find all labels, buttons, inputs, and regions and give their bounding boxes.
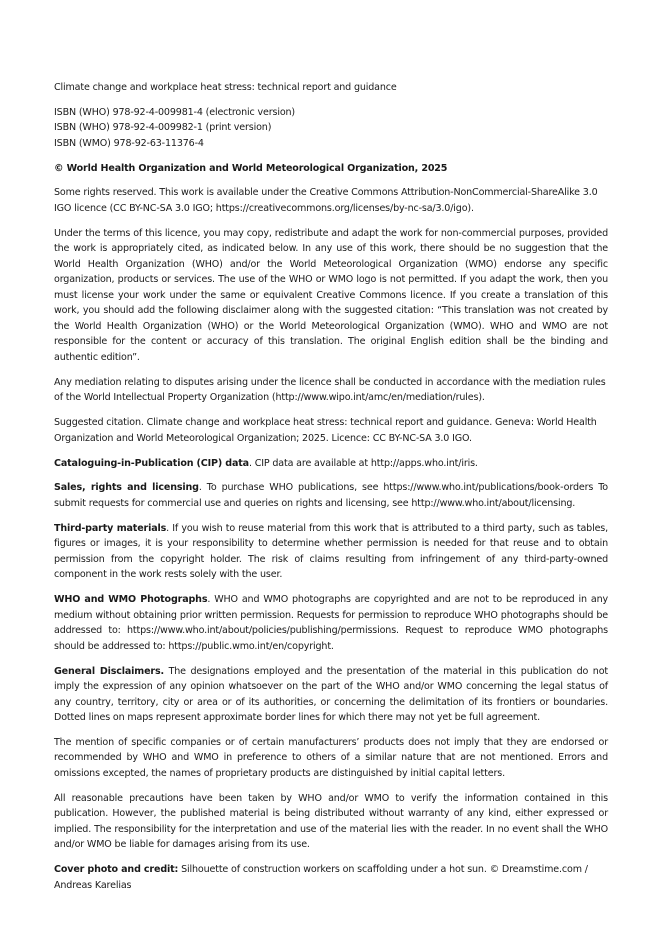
cip-paragraph <box>54 456 608 472</box>
isbn-wmo: ISBN (WMO) 978-92-63-11376-4 <box>54 137 204 149</box>
licence-terms-paragraph: Under the terms of this licence, you may copy, redistribute and adapt the work for non-commercial purposes, provided the work is appropriately cited, as indicated below. In any use of this work, there should be no suggestion that the World Health Organization (WHO) and/or the World Meteorological Organization (WMO) endorse any specific organization, products or services. The use of the WHO or WMO logo is not permitted. If you adapt the work, then you must license your work under the same or equivalent Creative Commons licence. If you create a translation of this work, you should add the following disclaimer along with the suggested citation: “This translation was not created by the World Health Organization (WHO) or the World Meteorological Organization (WMO). WHO and WMO are not responsible for the content or accuracy of this translation. The original English edition shall be the binding and authentic edition”. <box>54 227 608 363</box>
cover-photo-text: Silhouette of construction workers on scaffolding under a hot sun. © Dreamstime.com / Andreas Karelias <box>54 864 588 891</box>
isbn-who-electronic: ISBN (WHO) 978-92-4-009981-4 (electronic version) <box>54 106 295 118</box>
copyright-notice <box>54 161 608 177</box>
cip-text: . CIP data are available at http://apps.who.int/iris. <box>248 457 478 469</box>
cover-photo-heading: Cover photo and credit: <box>54 864 179 876</box>
companies-paragraph: The mention of specific companies or of certain manufacturers’ products does not imply that they are endorsed or recommended by WHO and WMO in preference to others of a similar nature that are not mentioned. Errors and omissions excepted, the names of proprietary products are distinguished by initial capital letters. <box>54 736 608 779</box>
cover-photo-paragraph <box>54 862 608 893</box>
photographs-text: . WHO and WMO photographs are copyrighted and are not to be reproduced in any medium without obtaining prior written permission. Requests for permission to reproduce WHO photographs should be addressed to: https://www.who.int/about/policies/publishing/permissions. Request to reproduce WMO photographs should be addressed to: https://public.wmo.int/en/copyright. <box>54 594 608 652</box>
mediation-paragraph: Any mediation relating to disputes arising under the licence shall be conducted in accordance with the mediation rules of the World Intellectual Property Organization (http://www.wipo.int/amc/en/mediation/rules). <box>54 376 606 404</box>
sales-heading: Sales, rights and licensing <box>54 482 199 494</box>
general-disclaimers-paragraph <box>54 664 608 726</box>
third-party-text: . If you wish to reuse material from this work that is attributed to a third party, such as tables, figures or images, it is your responsibility to determine whether permission is needed for that reuse and to obtain permission from the copyright holder. The risk of claims resulting from infringement of any third-party-owned component in the work rests solely with the user. <box>54 522 609 581</box>
isbn-who-print: ISBN (WHO) 978-92-4-009982-1 (print version) <box>54 122 272 134</box>
cip-heading: Cataloguing-in-Publication (CIP) data <box>54 457 249 469</box>
isbn-list <box>54 105 608 152</box>
sales-paragraph <box>54 480 608 511</box>
general-disclaimers-text: The designations employed and the presentation of the material in this publication do not imply the expression of any opinion whatsoever on the part of the WHO and/or WMO concerning the legal status of any country, territory, city or area or of its authorities, or concerning the delimitation of its frontiers or boundaries. Dotted lines on maps represent approximate border lines for which there may not yet be full agreement. <box>54 665 608 724</box>
third-party-heading: Third-party materials <box>54 522 167 534</box>
precautions-paragraph: All reasonable precautions have been taken by WHO and/or WMO to verify the information contained in this publication. However, the published material is being distributed without warranty of any kind, either expressed or implied. The responsibility for the interpretation and use of the material lies with the reader. In no event shall the WHO and/or WMO be liable for damages arising from its use. <box>54 792 608 851</box>
photographs-paragraph <box>54 592 608 654</box>
photographs-heading: WHO and WMO Photographs <box>54 594 208 606</box>
document-title: Climate change and workplace heat stress: technical report and guidance <box>54 82 397 93</box>
rights-reserved-paragraph: Some rights reserved. This work is available under the Creative Commons Attribution-NonCommercial-ShareAlike 3.0 IGO licence (CC BY-NC-SA 3.0 IGO; https://creativecommons.org/licenses/by-nc-sa/3.0/igo). <box>54 187 598 214</box>
copyright-text: © World Health Organization and World Meteorological Organization, 2025 <box>54 162 448 174</box>
general-disclaimers-heading: General Disclaimers. <box>54 665 164 677</box>
sales-text: . To purchase WHO publications, see https://www.who.int/publications/book-orders To submit requests for commercial use and queries on rights and licensing, see http://www.who.int/about/licensing. <box>54 482 608 509</box>
third-party-paragraph <box>54 521 608 583</box>
suggested-citation-paragraph: Suggested citation. Climate change and workplace heat stress: technical report and guidance. Geneva: World Health Organization and World Meteorological Organization; 2025. Licence: CC BY-NC-SA 3.0 IGO. <box>54 417 597 444</box>
